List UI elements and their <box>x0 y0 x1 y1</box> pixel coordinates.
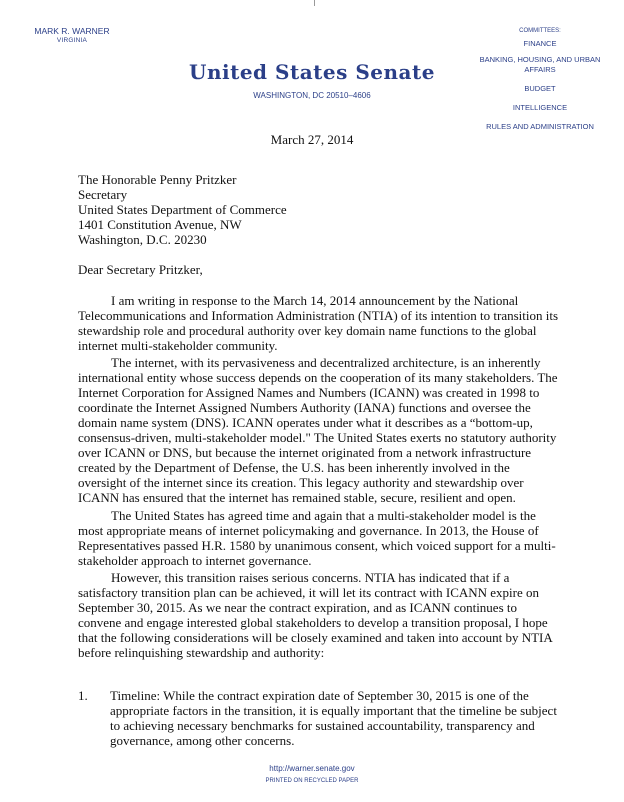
recipient-line: Secretary <box>78 187 128 202</box>
salutation: Dear Secretary Pritzker, <box>78 262 203 277</box>
letter-date: March 27, 2014 <box>270 132 354 147</box>
senator-name: MARK R. WARNER <box>34 26 110 36</box>
body-paragraph: The United States has agreed time and again that a multi-stakeholder model is the most appropriate means of internet policymaking and governance. In 2013, the House of Representatives passed H.R. 1580 by unanimous consent, which voiced support for a multi-stakeholder approach to internet governance. <box>78 508 556 568</box>
committee-item: INTELLIGENCE <box>512 103 568 112</box>
numbered-list <box>78 688 558 748</box>
letter-footer <box>0 763 624 787</box>
committees-heading: COMMITTEES: <box>519 28 561 34</box>
body-paragraph: The internet, with its pervasiveness and decentralized architecture, is an inherently international entity whose success depends on the cooperation of its many stakeholders. The Internet Corporation for Assigned Names and Numbers (ICANN) was created in 1998 to coordinate the Internet Assigned Numbers Authority (IANA) functions and oversee the domain name system (DNS). ICANN operates under what it describes as a “bottom-up, consensus-driven, multi-stakeholder model." The United States exerts no statutory authority over ICANN or DNS, but because the internet originated from a network infrastructure created by the Department of Defense, the U.S. has been inherently involved in the oversight of the internet since its creation. This legacy authority and stewardship over ICANN has ensured that the internet has remained stable, secure, resilient and open. <box>78 355 558 505</box>
list-item-text: Timeline: While the contract expiration date of September 30, 2015 is one of the appropriate factors in the transition, it is equally important that the timeline be subject to achieving necessary benchmarks for sustained accountability, transparency and governance, among other concerns. <box>110 688 557 748</box>
committee-item: RULES AND ADMINISTRATION <box>486 122 594 131</box>
senate-title: United States Senate <box>189 60 435 84</box>
footer-url[interactable]: http://warner.senate.gov <box>269 764 355 773</box>
committee-item: FINANCE <box>523 39 557 48</box>
list-item-number: 1. <box>78 688 88 703</box>
footer-recycled-note: PRINTED ON RECYCLED PAPER <box>265 778 359 784</box>
senator-state: VIRGINIA <box>56 37 88 44</box>
senate-address: WASHINGTON, DC 20510–4606 <box>253 91 371 100</box>
body-paragraph: However, this transition raises serious concerns. NTIA has indicated that if a satisfactory transition plan can be achieved, it will let its contract with ICANN expire on September 30, 2015. As we near the contract expiration, and as ICANN continues to convene and engage interested global stakeholders to develop a transition proposal, I hope that the following considerations will be closely examined and taken into account by NTIA before relinquishing stewardship and authority: <box>78 570 553 660</box>
recipient-line: United States Department of Commerce <box>78 202 287 217</box>
top-fold-mark <box>314 0 315 6</box>
body-paragraph: I am writing in response to the March 14, 2014 announcement by the National Telecommunications and Information Administration (NTIA) of its intention to transition its stewardship role and procedural authority over key domain name functions to the global internet multi-stakeholder community. <box>78 293 559 353</box>
recipient-line: 1401 Constitution Avenue, NW <box>78 217 242 232</box>
committee-item: BUDGET <box>524 84 556 93</box>
recipient-address <box>78 172 558 247</box>
committee-item: BANKING, HOUSING, AND URBAN AFFAIRS <box>479 55 601 74</box>
recipient-line: Washington, D.C. 20230 <box>78 232 207 247</box>
recipient-line: The Honorable Penny Pritzker <box>78 172 237 187</box>
senator-block <box>27 26 117 46</box>
list-item <box>78 688 558 748</box>
